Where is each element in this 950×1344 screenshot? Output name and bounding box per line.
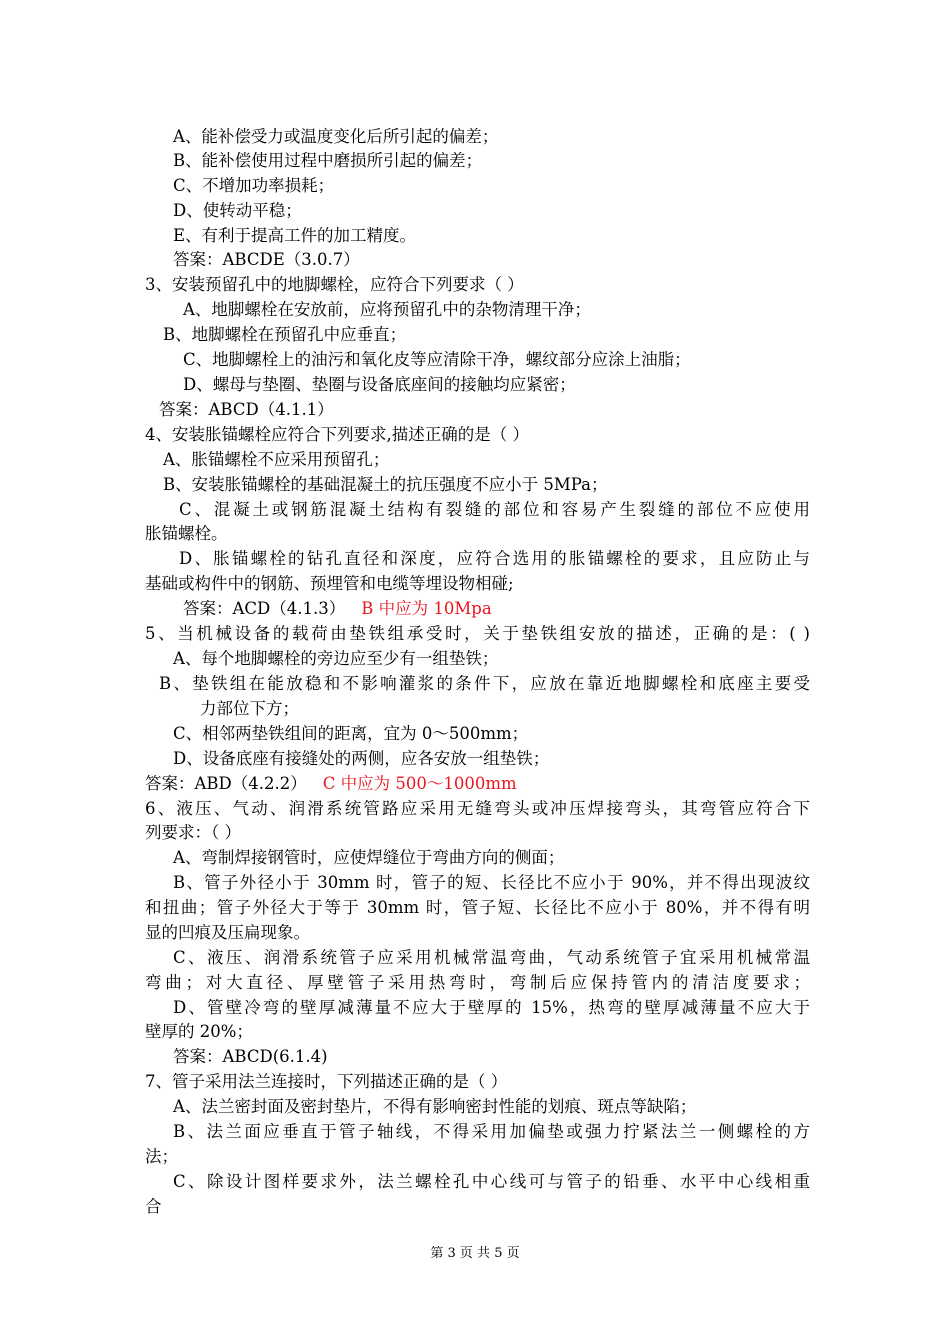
- text-line: [173, 1095, 810, 1119]
- text-line: [145, 273, 810, 297]
- line-text: 答案：ABD（4.2.2）: [145, 774, 307, 793]
- line-text: 6、液压、气动、润滑系统管路应采用无缝弯头或冲压焊接弯头，其弯管应符合下: [145, 799, 810, 818]
- text-line: [173, 747, 810, 771]
- text-line: [163, 323, 810, 347]
- correction-note: B 中应为 10Mpa: [361, 599, 492, 618]
- line-text: 力部位下方；: [200, 699, 299, 718]
- text-line: [173, 1170, 810, 1194]
- text-line: [173, 174, 810, 198]
- line-text: A、法兰密封面及密封垫片，不得有影响密封性能的划痕、斑点等缺陷；: [173, 1097, 697, 1116]
- text-line: [145, 572, 810, 596]
- line-text: 答案：ACD（4.1.3）: [183, 599, 346, 618]
- line-text: D、使转动平稳；: [173, 201, 302, 220]
- text-line: [145, 797, 810, 821]
- line-text: 3、安装预留孔中的地脚螺栓，应符合下列要求（ ）: [145, 275, 524, 294]
- text-line: [145, 522, 810, 546]
- line-text: B、管子外径小于 30mm 时，管子的短、长径比不应小于 90%，并不得出现波纹: [173, 873, 810, 892]
- line-text: 5、当机械设备的载荷由垫铁组承受时，关于垫铁组安放的描述，正确的是：( ): [145, 624, 810, 643]
- text-line: [183, 348, 810, 372]
- text-line: [145, 971, 810, 995]
- text-line: [145, 1195, 810, 1219]
- line-text: C、除设计图样要求外，法兰螺栓孔中心线可与管子的铅垂、水平中心线相重: [173, 1172, 810, 1191]
- line-text: B、垫铁组在能放稳和不影响灌浆的条件下，应放在靠近地脚螺栓和底座主要受: [159, 674, 810, 693]
- line-text: 列要求：（ ）: [145, 823, 241, 842]
- line-text: E、有利于提高工件的加工精度。: [173, 226, 417, 245]
- line-text: 答案：ABCD(6.1.4): [173, 1047, 328, 1066]
- text-line: [173, 846, 810, 870]
- line-text: B、法兰面应垂直于管子轴线，不得采用加偏垫或强力拧紧法兰一侧螺栓的方: [173, 1122, 810, 1141]
- line-text: 和扭曲；管子外径大于等于 30mm 时，管子短、长径比不应小于 80%，并不得有明: [145, 898, 810, 917]
- line-text: 答案：ABCDE（3.0.7）: [173, 250, 360, 269]
- line-text: 4、安装胀锚螺栓应符合下列要求,描述正确的是（ ）: [145, 425, 529, 444]
- text-line: [173, 1120, 810, 1144]
- line-text: D、设备底座有接缝处的两侧，应各安放一组垫铁；: [173, 749, 550, 768]
- text-line: [173, 125, 810, 149]
- line-text: D、管壁冷弯的壁厚减薄量不应大于壁厚的 15%，热弯的壁厚减薄量不应大于: [173, 998, 810, 1017]
- line-text: A、地脚螺栓在安放前，应将预留孔中的杂物清理干净；: [183, 300, 591, 319]
- text-line: [145, 423, 810, 447]
- page-footer: 第 3 页 共 5 页: [430, 1246, 520, 1261]
- text-line: [179, 547, 810, 571]
- answer-line: [183, 597, 810, 621]
- correction-note: C 中应为 500～1000mm: [322, 774, 517, 793]
- line-text: B、安装胀锚螺栓的基础混凝土的抗压强度不应小于 5MPa；: [163, 475, 608, 494]
- line-text: 壁厚的 20%；: [145, 1022, 253, 1041]
- line-text: C、地脚螺栓上的油污和氧化皮等应清除干净，螺纹部分应涂上油脂；: [183, 350, 691, 369]
- line-text: 答案：ABCD（4.1.1）: [159, 400, 334, 419]
- text-line: [145, 896, 810, 920]
- text-line: [200, 697, 810, 721]
- line-text: C、混凝土或钢筋混凝土结构有裂缝的部位和容易产生裂缝的部位不应使用: [179, 500, 810, 519]
- line-text: B、地脚螺栓在预留孔中应垂直；: [163, 325, 407, 344]
- text-line: [163, 473, 810, 497]
- line-text: 弯曲；对大直径、厚壁管子采用热弯时，弯制后应保持管内的清洁度要求；: [145, 973, 810, 992]
- line-text: B、能补偿使用过程中磨损所引起的偏差；: [173, 151, 483, 170]
- line-text: 胀锚螺栓。: [145, 524, 228, 543]
- line-text: A、胀锚螺栓不应采用预留孔；: [163, 450, 390, 469]
- text-line: [179, 498, 810, 522]
- text-line: [145, 1145, 810, 1169]
- text-line: [145, 821, 810, 845]
- text-line: [173, 946, 810, 970]
- text-line: [159, 672, 810, 696]
- line-text: D、螺母与垫圈、垫圈与设备底座间的接触均应紧密；: [183, 375, 576, 394]
- text-line: [183, 298, 810, 322]
- line-text: A、弯制焊接钢管时，应使焊缝位于弯曲方向的侧面；: [173, 848, 565, 867]
- line-text: 法；: [145, 1147, 178, 1166]
- text-line: [163, 448, 810, 472]
- text-line: [145, 1070, 810, 1094]
- text-line: [159, 398, 810, 422]
- text-line: [173, 199, 810, 223]
- text-line: [173, 996, 810, 1020]
- text-line: [173, 647, 810, 671]
- line-text: A、每个地脚螺栓的旁边应至少有一组垫铁；: [173, 649, 499, 668]
- text-line: [173, 1045, 810, 1069]
- text-line: [145, 921, 810, 945]
- text-line: [173, 722, 810, 746]
- text-line: [173, 248, 810, 272]
- line-text: D、胀锚螺栓的钻孔直径和深度，应符合选用的胀锚螺栓的要求，且应防止与: [179, 549, 810, 568]
- text-line: [145, 1020, 810, 1044]
- line-text: C、液压、润滑系统管子应采用机械常温弯曲，气动系统管子宜采用机械常温: [173, 948, 810, 967]
- text-line: [173, 149, 810, 173]
- line-text: C、不增加功率损耗；: [173, 176, 335, 195]
- line-text: 基础或构件中的钢筋、预埋管和电缆等埋设物相碰;: [145, 574, 514, 593]
- answer-line: [145, 772, 810, 796]
- line-text: 显的凹痕及压扁现象。: [145, 923, 310, 942]
- text-line: [173, 224, 810, 248]
- line-text: 合: [145, 1197, 162, 1216]
- line-text: 7、管子采用法兰连接时，下列描述正确的是（ ）: [145, 1072, 508, 1091]
- line-text: C、相邻两垫铁组间的距离，宜为 0～500mm；: [173, 724, 529, 743]
- line-text: A、能补偿受力或温度变化后所引起的偏差；: [173, 127, 499, 146]
- text-line: [145, 622, 810, 646]
- text-line: [173, 871, 810, 895]
- text-line: [183, 373, 810, 397]
